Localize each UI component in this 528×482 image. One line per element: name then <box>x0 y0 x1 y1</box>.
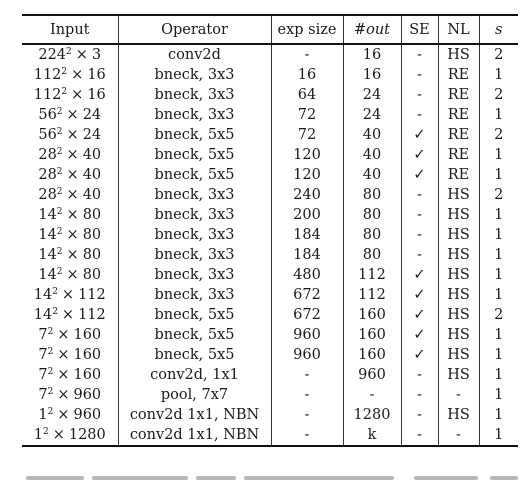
input-base: 7 <box>38 387 48 403</box>
input-channels: 16 <box>87 67 106 83</box>
cell-operator: bneck, 5x5 <box>118 165 271 185</box>
table-row <box>22 165 518 185</box>
cell-out: 112 <box>343 285 401 305</box>
input-channels: 80 <box>82 207 102 223</box>
table-row <box>22 125 518 145</box>
cell-nl: HS <box>438 225 479 245</box>
input-superscript: 2 <box>47 387 54 397</box>
input-base: 28 <box>38 187 57 203</box>
cell-operator: bneck, 5x5 <box>118 305 271 325</box>
table-body <box>22 44 518 446</box>
cell-stride: 1 <box>479 345 518 365</box>
cell-operator: bneck, 3x3 <box>118 225 271 245</box>
cell-out: 960 <box>343 365 401 385</box>
cell-exp-size: 672 <box>271 305 343 325</box>
input-base: 14 <box>38 267 57 283</box>
input-base: 56 <box>38 127 57 143</box>
cell-se: ✓ <box>401 285 438 305</box>
input-channels: 3 <box>91 47 102 63</box>
table-row <box>22 65 518 85</box>
cell-stride: 2 <box>479 185 518 205</box>
table-row <box>22 85 518 105</box>
times-sign: × <box>57 347 70 363</box>
cell-exp-size: - <box>271 44 343 65</box>
cell-nl: RE <box>438 85 479 105</box>
input-superscript: 2 <box>47 407 54 417</box>
input-base: 1 <box>33 427 43 443</box>
cell-exp-size: 120 <box>271 165 343 185</box>
input-channels: 112 <box>78 287 106 303</box>
header-input: Input <box>22 15 118 44</box>
input-base: 28 <box>38 147 57 163</box>
cell-out: 24 <box>343 105 401 125</box>
cell-exp-size: 184 <box>271 225 343 245</box>
times-sign: × <box>66 167 79 183</box>
input-superscript: 2 <box>61 67 68 77</box>
cell-operator: bneck, 5x5 <box>118 325 271 345</box>
times-sign: × <box>66 247 79 263</box>
cell-operator: bneck, 5x5 <box>118 345 271 365</box>
cell-nl: RE <box>438 125 479 145</box>
cell-input <box>22 65 118 85</box>
cell-out: 80 <box>343 205 401 225</box>
table-row <box>22 245 518 265</box>
input-channels: 40 <box>82 167 102 183</box>
input-base: 14 <box>38 227 57 243</box>
cell-nl: RE <box>438 65 479 85</box>
input-base: 28 <box>38 167 57 183</box>
cell-se: ✓ <box>401 165 438 185</box>
table-row <box>22 425 518 446</box>
cell-exp-size: 960 <box>271 325 343 345</box>
input-superscript: 2 <box>47 327 54 337</box>
cell-input <box>22 105 118 125</box>
cell-out: 16 <box>343 65 401 85</box>
input-channels: 24 <box>82 127 102 143</box>
table-row <box>22 385 518 405</box>
cell-out: k <box>343 425 401 446</box>
input-channels: 40 <box>82 187 102 203</box>
input-channels: 160 <box>73 327 102 343</box>
table-row <box>22 285 518 305</box>
cell-operator: bneck, 3x3 <box>118 205 271 225</box>
times-sign: × <box>57 367 70 383</box>
cell-se: ✓ <box>401 265 438 285</box>
cell-stride: 1 <box>479 145 518 165</box>
cell-se: - <box>401 44 438 65</box>
table-header-row <box>22 15 518 44</box>
cell-input <box>22 205 118 225</box>
cell-exp-size: 16 <box>271 65 343 85</box>
cell-input <box>22 44 118 65</box>
cell-input <box>22 285 118 305</box>
cell-input <box>22 425 118 446</box>
times-sign: × <box>57 327 70 343</box>
input-superscript: 2 <box>56 227 63 237</box>
input-channels: 40 <box>82 147 102 163</box>
cell-exp-size: 64 <box>271 85 343 105</box>
cell-out: 80 <box>343 225 401 245</box>
cell-stride: 1 <box>479 105 518 125</box>
table-row <box>22 265 518 285</box>
cell-exp-size: 480 <box>271 265 343 285</box>
cell-nl: RE <box>438 165 479 185</box>
cell-input <box>22 185 118 205</box>
times-sign: × <box>61 307 75 323</box>
cell-stride: 1 <box>479 285 518 305</box>
cell-operator: conv2d 1x1, NBN <box>118 425 271 446</box>
times-sign: × <box>57 387 70 403</box>
input-base: 14 <box>38 247 57 263</box>
cell-out: - <box>343 385 401 405</box>
cell-stride: 1 <box>479 165 518 185</box>
input-base: 224 <box>38 47 67 63</box>
cell-exp-size: 960 <box>271 345 343 365</box>
input-superscript: 2 <box>56 187 63 197</box>
input-channels: 160 <box>73 347 102 363</box>
header-stride: s <box>479 15 518 44</box>
times-sign: × <box>66 227 79 243</box>
cell-exp-size: 72 <box>271 125 343 145</box>
cell-operator: conv2d <box>118 44 271 65</box>
table-row <box>22 105 518 125</box>
cell-exp-size: 184 <box>271 245 343 265</box>
input-superscript: 2 <box>52 287 58 297</box>
cell-exp-size: - <box>271 405 343 425</box>
cell-se: - <box>401 245 438 265</box>
cell-stride: 1 <box>479 265 518 285</box>
cell-nl: HS <box>438 345 479 365</box>
cell-se: ✓ <box>401 305 438 325</box>
cell-se: - <box>401 205 438 225</box>
cell-stride: 2 <box>479 305 518 325</box>
cell-nl: HS <box>438 325 479 345</box>
table-row <box>22 365 518 385</box>
table-row <box>22 185 518 205</box>
cell-nl: HS <box>438 305 479 325</box>
cell-se: - <box>401 405 438 425</box>
cell-se: - <box>401 105 438 125</box>
cell-out: 80 <box>343 245 401 265</box>
cell-se: - <box>401 365 438 385</box>
cell-nl: HS <box>438 405 479 425</box>
header-exp-size: exp size <box>271 15 343 44</box>
input-base: 7 <box>38 327 48 343</box>
input-channels: 16 <box>87 87 106 103</box>
cell-se: ✓ <box>401 345 438 365</box>
cell-exp-size: 72 <box>271 105 343 125</box>
table-row <box>22 325 518 345</box>
input-superscript: 2 <box>56 147 63 157</box>
header-operator: Operator <box>118 15 271 44</box>
cell-stride: 1 <box>479 245 518 265</box>
times-sign: × <box>66 207 79 223</box>
input-superscript: 2 <box>42 427 49 437</box>
cell-input <box>22 145 118 165</box>
cell-out: 160 <box>343 325 401 345</box>
input-base: 7 <box>38 347 48 363</box>
cell-input <box>22 365 118 385</box>
input-superscript: 2 <box>61 87 68 97</box>
input-superscript: 2 <box>52 307 58 317</box>
cell-operator: bneck, 5x5 <box>118 145 271 165</box>
cell-out: 40 <box>343 145 401 165</box>
cell-stride: 1 <box>479 65 518 85</box>
cell-operator: bneck, 3x3 <box>118 185 271 205</box>
cell-nl: - <box>438 385 479 405</box>
cell-input <box>22 325 118 345</box>
cell-se: - <box>401 425 438 446</box>
cell-nl: - <box>438 425 479 446</box>
times-sign: × <box>66 267 79 283</box>
input-channels: 1280 <box>68 427 106 443</box>
cell-se: ✓ <box>401 125 438 145</box>
cell-operator: conv2d 1x1, NBN <box>118 405 271 425</box>
cell-exp-size: - <box>271 385 343 405</box>
table-row <box>22 205 518 225</box>
cell-out: 40 <box>343 125 401 145</box>
cell-se: ✓ <box>401 325 438 345</box>
input-base: 112 <box>33 67 62 83</box>
cell-input <box>22 265 118 285</box>
cell-input <box>22 305 118 325</box>
cell-out: 16 <box>343 44 401 65</box>
cell-input <box>22 225 118 245</box>
cell-stride: 1 <box>479 385 518 405</box>
times-sign: × <box>75 47 88 63</box>
cell-out: 1280 <box>343 405 401 425</box>
cell-exp-size: - <box>271 365 343 385</box>
input-channels: 24 <box>82 107 102 123</box>
input-channels: 80 <box>82 227 102 243</box>
cell-se: - <box>401 65 438 85</box>
table-row <box>22 44 518 65</box>
cell-stride: 1 <box>479 405 518 425</box>
cell-operator: bneck, 3x3 <box>118 265 271 285</box>
input-superscript: 2 <box>56 267 63 277</box>
cell-stride: 1 <box>479 205 518 225</box>
cell-input <box>22 345 118 365</box>
cell-stride: 2 <box>479 85 518 105</box>
times-sign: × <box>52 427 65 443</box>
architecture-table-container <box>22 14 518 447</box>
cell-stride: 1 <box>479 425 518 446</box>
input-superscript: 2 <box>56 127 63 137</box>
input-superscript: 2 <box>66 47 72 57</box>
header-out: #out <box>343 15 401 44</box>
cell-input <box>22 85 118 105</box>
header-nl: NL <box>438 15 479 44</box>
cell-input <box>22 125 118 145</box>
cell-nl: HS <box>438 185 479 205</box>
cell-nl: HS <box>438 365 479 385</box>
table-row <box>22 405 518 425</box>
input-base: 56 <box>38 107 57 123</box>
times-sign: × <box>66 147 79 163</box>
cell-operator: bneck, 5x5 <box>118 125 271 145</box>
cell-nl: HS <box>438 245 479 265</box>
input-channels: 960 <box>73 387 102 403</box>
cell-se: ✓ <box>401 145 438 165</box>
input-base: 112 <box>33 87 62 103</box>
cell-operator: bneck, 3x3 <box>118 65 271 85</box>
times-sign: × <box>66 107 79 123</box>
input-channels: 80 <box>82 247 102 263</box>
cell-operator: conv2d, 1x1 <box>118 365 271 385</box>
cell-nl: HS <box>438 44 479 65</box>
times-sign: × <box>71 67 84 83</box>
cell-operator: bneck, 3x3 <box>118 285 271 305</box>
cell-out: 24 <box>343 85 401 105</box>
times-sign: × <box>57 407 70 423</box>
cell-se: - <box>401 225 438 245</box>
cell-operator: bneck, 3x3 <box>118 105 271 125</box>
cell-input <box>22 245 118 265</box>
cell-out: 112 <box>343 265 401 285</box>
cell-se: - <box>401 385 438 405</box>
caption-cutoff <box>22 474 518 482</box>
header-se: SE <box>401 15 438 44</box>
cell-out: 160 <box>343 305 401 325</box>
cell-stride: 1 <box>479 365 518 385</box>
input-base: 14 <box>33 307 53 323</box>
times-sign: × <box>71 87 84 103</box>
cell-operator: bneck, 3x3 <box>118 245 271 265</box>
cell-exp-size: 672 <box>271 285 343 305</box>
architecture-table <box>22 14 518 447</box>
cell-operator: pool, 7x7 <box>118 385 271 405</box>
table-row <box>22 145 518 165</box>
table-row <box>22 345 518 365</box>
cell-out: 160 <box>343 345 401 365</box>
input-channels: 112 <box>78 307 106 323</box>
input-superscript: 2 <box>56 207 63 217</box>
cell-se: - <box>401 185 438 205</box>
table-row <box>22 305 518 325</box>
cell-exp-size: 200 <box>271 205 343 225</box>
input-superscript: 2 <box>56 247 63 257</box>
cell-exp-size: 240 <box>271 185 343 205</box>
cell-out: 40 <box>343 165 401 185</box>
cell-se: - <box>401 85 438 105</box>
input-superscript: 2 <box>56 107 63 117</box>
cell-stride: 2 <box>479 125 518 145</box>
input-channels: 960 <box>73 407 102 423</box>
times-sign: × <box>66 187 79 203</box>
cell-stride: 1 <box>479 325 518 345</box>
input-base: 14 <box>33 287 53 303</box>
input-base: 14 <box>38 207 57 223</box>
times-sign: × <box>61 287 75 303</box>
cell-input <box>22 385 118 405</box>
input-superscript: 2 <box>47 367 54 377</box>
input-superscript: 2 <box>56 167 63 177</box>
cell-out: 80 <box>343 185 401 205</box>
cell-nl: RE <box>438 145 479 165</box>
input-base: 1 <box>38 407 48 423</box>
cell-nl: HS <box>438 265 479 285</box>
cell-stride: 1 <box>479 225 518 245</box>
cell-exp-size: - <box>271 425 343 446</box>
cell-operator: bneck, 3x3 <box>118 85 271 105</box>
cell-exp-size: 120 <box>271 145 343 165</box>
cell-nl: HS <box>438 285 479 305</box>
cell-nl: HS <box>438 205 479 225</box>
cell-input <box>22 165 118 185</box>
input-base: 7 <box>38 367 48 383</box>
input-channels: 80 <box>82 267 102 283</box>
input-superscript: 2 <box>47 347 54 357</box>
times-sign: × <box>66 127 79 143</box>
cell-nl: RE <box>438 105 479 125</box>
table-row <box>22 225 518 245</box>
cell-input <box>22 405 118 425</box>
cell-stride: 2 <box>479 44 518 65</box>
input-channels: 160 <box>73 367 102 383</box>
